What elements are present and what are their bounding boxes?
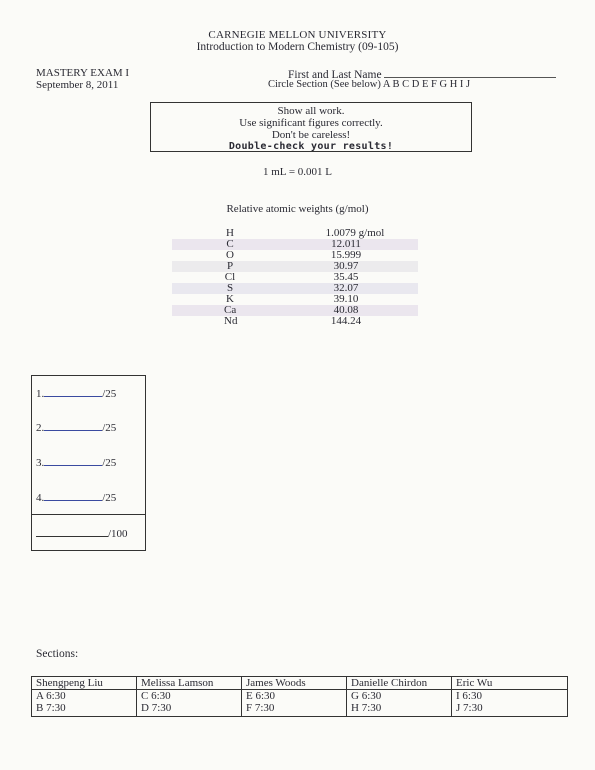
atomic-weights-table <box>172 228 418 327</box>
score-divider <box>32 514 145 515</box>
section-cell[interactable] <box>242 690 347 717</box>
sections-label: Sections: <box>36 648 79 660</box>
element-symbol: Nd <box>224 315 238 327</box>
element-symbol: O <box>226 249 234 261</box>
section-cell[interactable] <box>32 690 137 717</box>
element-weight: 40.08 <box>333 304 359 316</box>
section-cell[interactable] <box>347 690 452 717</box>
circle-section-line <box>268 79 470 90</box>
section-time: D 7:30 <box>141 702 172 714</box>
question-number: 4. <box>36 492 45 504</box>
score-row-4[interactable] <box>36 492 116 504</box>
score-row-3[interactable] <box>36 457 116 469</box>
score-blank[interactable] <box>44 388 102 397</box>
element-symbol: C <box>226 238 234 250</box>
section-time: H 7:30 <box>351 702 382 714</box>
element-weight: 35.45 <box>333 271 359 283</box>
circle-section-label: Circle Section (See below) <box>268 79 381 90</box>
atomic-weight-row <box>172 316 418 327</box>
element-weight: 1.0079 g/mol <box>325 227 385 239</box>
section-time: C 6:30 <box>141 690 171 702</box>
section-cell[interactable] <box>452 690 568 717</box>
score-row-1[interactable] <box>36 388 116 400</box>
section-time: E 6:30 <box>246 690 276 702</box>
section-time: J 7:30 <box>456 702 483 714</box>
instructor-name: Eric Wu <box>452 677 568 690</box>
university-name: CARNEGIE MELLON UNIVERSITY <box>208 29 387 41</box>
name-label: First and Last Name <box>288 69 382 81</box>
section-letters[interactable]: A B C D E F G H I J <box>382 79 471 90</box>
atomic-weight-row <box>172 228 418 239</box>
score-max: /25 <box>102 388 117 400</box>
atomic-weight-row <box>172 294 418 305</box>
exam-title: MASTERY EXAM I <box>36 67 130 79</box>
element-weight: 144.24 <box>330 315 362 327</box>
score-row-total[interactable] <box>36 528 128 540</box>
score-blank[interactable] <box>44 492 102 501</box>
atomic-weight-row <box>172 272 418 283</box>
score-max: /25 <box>102 422 117 434</box>
section-time: A 6:30 <box>36 690 66 702</box>
instructor-row <box>32 677 568 690</box>
element-symbol: K <box>226 293 234 305</box>
score-blank[interactable] <box>44 457 102 466</box>
element-weight: 32.07 <box>333 282 359 294</box>
atomic-weight-row <box>172 305 418 316</box>
unit-conversion: 1 mL = 0.001 L <box>262 166 333 178</box>
score-max: /25 <box>102 492 117 504</box>
atomic-weight-row <box>172 283 418 294</box>
exam-info <box>36 67 129 91</box>
total-blank[interactable] <box>36 528 108 537</box>
element-weight: 12.011 <box>331 238 361 250</box>
score-row-2[interactable] <box>36 422 116 434</box>
question-number: 3. <box>36 457 45 469</box>
question-number: 2. <box>36 422 45 434</box>
instructor-name: Danielle Chirdon <box>347 677 452 690</box>
instructor-name: Melissa Lamson <box>137 677 242 690</box>
total-max: /100 <box>108 528 128 540</box>
question-number: 1. <box>36 388 45 400</box>
section-time: F 7:30 <box>246 702 275 714</box>
instructor-name: Shengpeng Liu <box>32 677 137 690</box>
instruction-line-2: Use significant figures correctly. <box>239 117 383 129</box>
instructor-name: James Woods <box>242 677 347 690</box>
instruction-line-3: Don't be careless! <box>271 129 351 141</box>
exam-date: September 8, 2011 <box>36 79 119 91</box>
score-max: /25 <box>102 457 117 469</box>
element-symbol: H <box>226 227 234 239</box>
section-times-row <box>32 690 568 717</box>
element-symbol: S <box>226 282 234 294</box>
sections-table <box>31 676 568 717</box>
element-weight: 39.10 <box>333 293 359 305</box>
element-symbol: P <box>226 260 234 272</box>
atomic-weight-row <box>172 239 418 250</box>
element-weight: 15.999 <box>330 249 362 261</box>
atomic-weight-row <box>172 250 418 261</box>
section-cell[interactable] <box>137 690 242 717</box>
section-time: G 6:30 <box>351 690 382 702</box>
element-symbol: Ca <box>224 304 237 316</box>
score-blank[interactable] <box>44 422 102 431</box>
element-weight: 30.97 <box>333 260 359 272</box>
course-title: Introduction to Modern Chemistry (09-105) <box>196 41 399 53</box>
element-symbol: Cl <box>224 271 236 283</box>
instructions-box <box>150 102 472 152</box>
name-blank[interactable] <box>384 67 556 78</box>
section-time: B 7:30 <box>36 702 66 714</box>
score-box <box>31 375 146 551</box>
instruction-line-1: Show all work. <box>277 105 345 117</box>
section-time: I 6:30 <box>456 690 482 702</box>
atomic-weight-row <box>172 261 418 272</box>
atomic-weights-title: Relative atomic weights (g/mol) <box>226 203 369 215</box>
instruction-line-4: Double-check your results! <box>228 141 394 152</box>
